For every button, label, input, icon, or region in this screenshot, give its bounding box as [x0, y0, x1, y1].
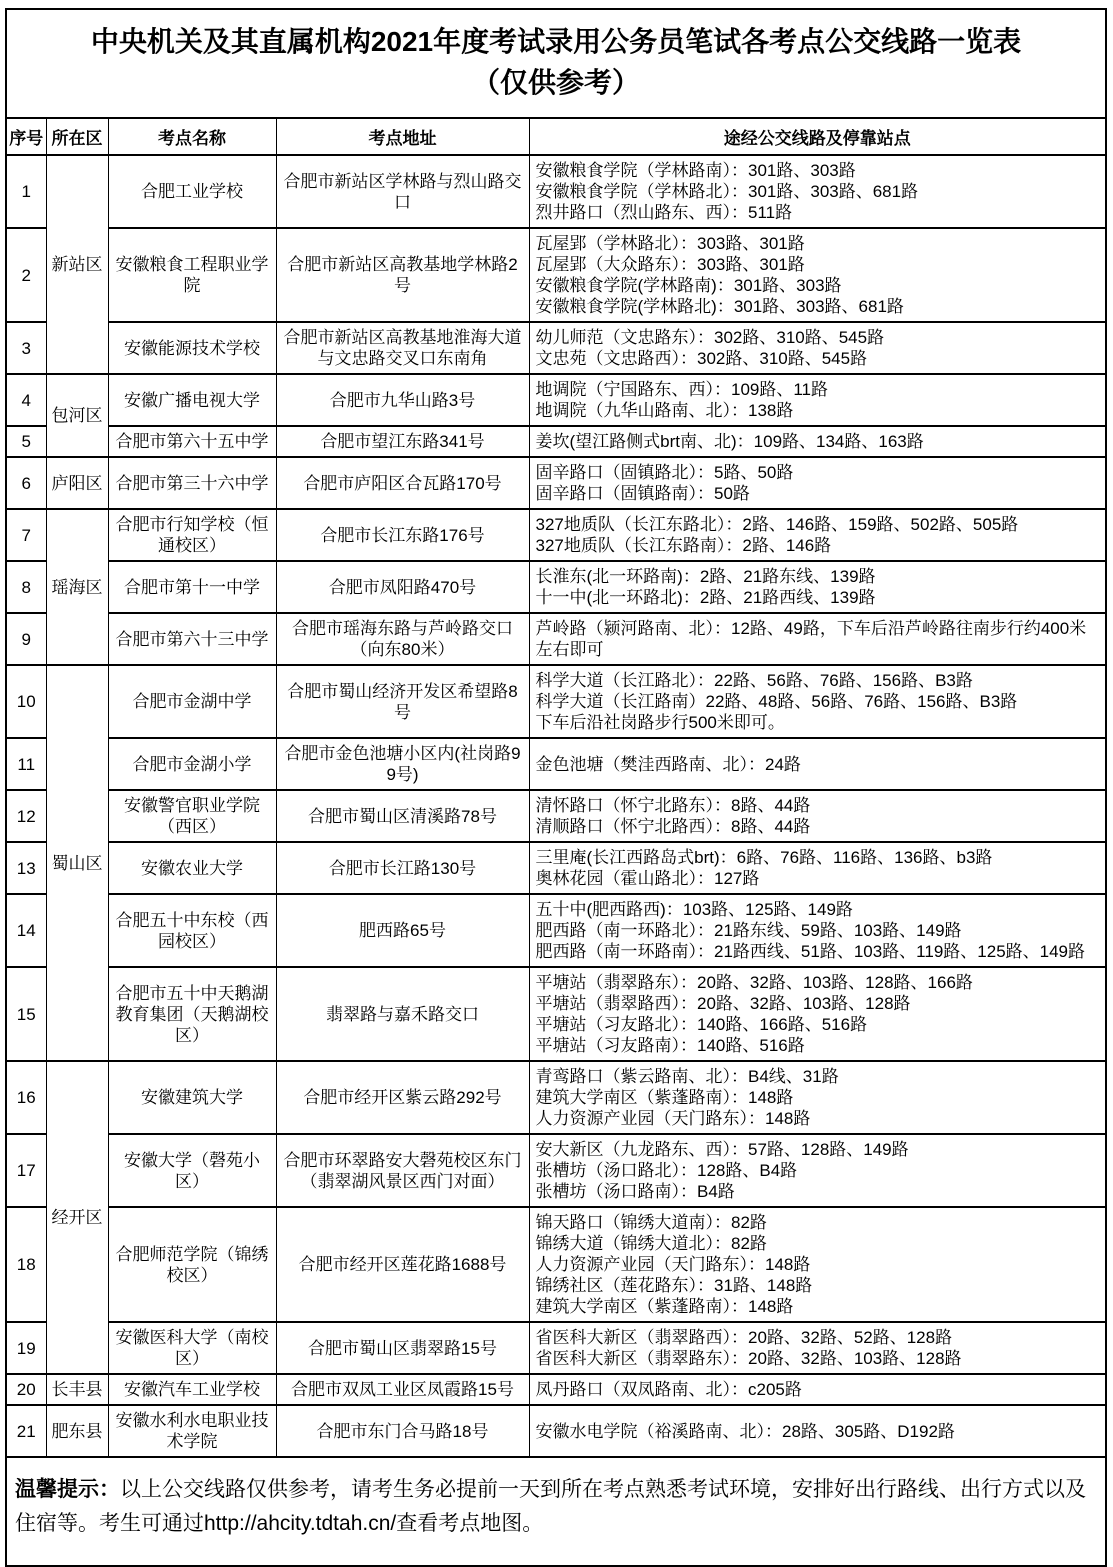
- cell-routes: [529, 509, 1106, 561]
- route-line: 奥林花园（霍山路北）：127路: [535, 869, 760, 889]
- table-row: [6, 426, 1106, 457]
- route-line: 清怀路口（怀宁北路东）：8路、44路: [535, 796, 811, 816]
- cell-routes: [529, 738, 1106, 790]
- route-line: 瓦屋郢（学林路北）：303路、301路: [535, 234, 805, 254]
- cell-index: 10: [6, 665, 46, 738]
- title-line-1: 中央机关及其直属机构2021年度考试录用公务员笔试各考点公交线路一览表: [90, 26, 1022, 57]
- route-line: 张槽坊（汤口路南）：B4路: [535, 1182, 735, 1202]
- table-row: [6, 894, 1106, 967]
- col-header-routes: 途经公交线路及停靠站点: [529, 118, 1106, 155]
- cell-site-name: 安徽能源技术学校: [108, 322, 276, 374]
- table-row: [6, 374, 1106, 426]
- cell-routes: [529, 1322, 1106, 1374]
- table-row: [6, 457, 1106, 509]
- route-line: 安徽粮食学院（学林路北）：301路、303路、681路: [535, 182, 919, 202]
- cell-site-address: 肥西路65号: [276, 894, 529, 967]
- route-line: 安徽粮食学院(学林路北)：301路、303路、681路: [535, 297, 904, 317]
- cell-site-name: 安徽汽车工业学校: [108, 1374, 276, 1405]
- cell-site-name: 合肥五十中东校（西园校区）: [108, 894, 276, 967]
- cell-index: 3: [6, 322, 46, 374]
- route-line: 安徽粮食学院（学林路南）：301路、303路: [535, 161, 856, 181]
- cell-site-name: 合肥市第三十六中学: [108, 457, 276, 509]
- cell-site-address: 合肥市凤阳路470号: [276, 561, 529, 613]
- route-line: 建筑大学南区（紫蓬路南）：148路: [535, 1297, 794, 1317]
- route-line: 平塘站（翡翠路西）：20路、32路、103路、128路: [535, 994, 911, 1014]
- table-row: [6, 1374, 1106, 1405]
- cell-site-address: 翡翠路与嘉禾路交口: [276, 967, 529, 1061]
- cell-routes: [529, 155, 1106, 228]
- route-line: 姜坎(望江路侧式brt南、北)：109路、134路、163路: [535, 432, 924, 452]
- cell-site-address: 合肥市长江东路176号: [276, 509, 529, 561]
- cell-site-name: 合肥市金湖中学: [108, 665, 276, 738]
- cell-site-address: 合肥市东门合马路18号: [276, 1405, 529, 1457]
- cell-site-name: 合肥市第六十五中学: [108, 426, 276, 457]
- cell-site-name: 合肥师范学院（锦绣校区）: [108, 1207, 276, 1322]
- table-row: [6, 1061, 1106, 1134]
- cell-routes: [529, 426, 1106, 457]
- cell-index: 15: [6, 967, 46, 1061]
- cell-site-address: 合肥市庐阳区合瓦路170号: [276, 457, 529, 509]
- cell-site-address: 合肥市长江路130号: [276, 842, 529, 894]
- cell-index: 7: [6, 509, 46, 561]
- cell-site-name: 安徽农业大学: [108, 842, 276, 894]
- col-header-district: 所在区: [46, 118, 108, 155]
- cell-site-address: 合肥市蜀山区翡翠路15号: [276, 1322, 529, 1374]
- cell-site-address: 合肥市蜀山经济开发区希望路8号: [276, 665, 529, 738]
- cell-index: 8: [6, 561, 46, 613]
- cell-index: 16: [6, 1061, 46, 1134]
- route-line: 327地质队（长江东路南）：2路、146路: [535, 536, 832, 556]
- route-line: 烈井路口（烈山路东、西）：511路: [535, 203, 793, 223]
- cell-routes: [529, 322, 1106, 374]
- cell-district: 庐阳区: [46, 457, 108, 509]
- table-row: [6, 842, 1106, 894]
- cell-routes: [529, 228, 1106, 322]
- cell-site-address: 合肥市双凤工业区凤霞路15号: [276, 1374, 529, 1405]
- cell-site-name: 安徽广播电视大学: [108, 374, 276, 426]
- route-line: 安大新区（九龙路东、西）：57路、128路、149路: [535, 1140, 909, 1160]
- route-line: 三里庵(长江西路岛式brt)：6路、76路、116路、136路、b3路: [535, 848, 993, 868]
- table-row: [6, 967, 1106, 1061]
- route-line: 人力资源产业园（天门路东）：148路: [535, 1109, 811, 1129]
- cell-routes: [529, 1207, 1106, 1322]
- route-line: 肥西路（南一环路南）：21路西线、51路、103路、119路、125路、149路: [535, 942, 1086, 962]
- route-line: 科学大道（长江路南）22路、48路、56路、76路、156路、B3路: [535, 692, 1018, 712]
- cell-site-address: 合肥市新站区高教基地学林路2号: [276, 228, 529, 322]
- route-line: 安徽粮食学院(学林路南)：301路、303路: [535, 276, 842, 296]
- col-header-index: 序号: [6, 118, 46, 155]
- cell-routes: [529, 613, 1106, 665]
- route-line: 十一中(北一环路北)：2路、21路西线、139路: [535, 588, 876, 608]
- cell-site-address: 合肥市新站区学林路与烈山路交口: [276, 155, 529, 228]
- cell-routes: [529, 842, 1106, 894]
- note-row: [6, 1457, 1106, 1566]
- cell-site-address: 合肥市望江东路341号: [276, 426, 529, 457]
- table-row: [6, 509, 1106, 561]
- cell-district: 长丰县: [46, 1374, 108, 1405]
- cell-routes: [529, 1405, 1106, 1457]
- cell-routes: [529, 1134, 1106, 1207]
- cell-district: 新站区: [46, 155, 108, 374]
- cell-site-name: 安徽警官职业学院（西区）: [108, 790, 276, 842]
- cell-routes: [529, 894, 1106, 967]
- cell-district: 包河区: [46, 374, 108, 457]
- cell-site-address: 合肥市经开区莲花路1688号: [276, 1207, 529, 1322]
- cell-site-name: 合肥市第十一中学: [108, 561, 276, 613]
- table-row: [6, 228, 1106, 322]
- cell-routes: [529, 790, 1106, 842]
- cell-index: 21: [6, 1405, 46, 1457]
- route-line: 幼儿师范（文忠路东）：302路、310路、545路: [535, 328, 885, 348]
- table-row: [6, 1322, 1106, 1374]
- route-line: 锦天路口（锦绣大道南）：82路: [535, 1213, 767, 1233]
- route-line: 长淮东(北一环路南)：2路、21路东线、139路: [535, 567, 876, 587]
- cell-site-address: 合肥市瑶海东路与芦岭路交口（向东80米）: [276, 613, 529, 665]
- route-line: 下车后沿社岗路步行500米即可。: [535, 713, 785, 733]
- cell-routes: [529, 561, 1106, 613]
- route-line: 瓦屋郢（大众路东）：303路、301路: [535, 255, 805, 275]
- route-line: 肥西路（南一环路北）：21路东线、59路、103路、149路: [535, 921, 962, 941]
- cell-index: 18: [6, 1207, 46, 1322]
- cell-index: 5: [6, 426, 46, 457]
- route-line: 文忠苑（文忠路西）：302路、310路、545路: [535, 349, 868, 369]
- cell-routes: [529, 1374, 1106, 1405]
- route-line: 锦绣大道（锦绣大道北）：82路: [535, 1234, 767, 1254]
- cell-site-address: 合肥市环翠路安大磬苑校区东门（翡翠湖风景区西门对面）: [276, 1134, 529, 1207]
- route-line: 地调院（宁国路东、西）：109路、11路: [535, 380, 829, 400]
- route-line: 凤丹路口（双凤路南、北）：c205路: [535, 1380, 802, 1400]
- route-line: 五十中(肥西路西)：103路、125路、149路: [535, 900, 853, 920]
- route-line: 安徽水电学院（裕溪路南、北）：28路、305路、D192路: [535, 1421, 955, 1441]
- header-row: [6, 118, 1106, 155]
- cell-site-name: 合肥市第六十三中学: [108, 613, 276, 665]
- note-text: 以上公交线路仅供参考，请考生务必提前一天到所在考点熟悉考试环境，安排好出行路线、出行方式以及住宿等。考生可通过http://ahcity.tdtah.cn/查看考点地图。: [15, 1478, 1086, 1536]
- cell-site-name: 合肥市行知学校（恒通校区）: [108, 509, 276, 561]
- cell-index: 19: [6, 1322, 46, 1374]
- cell-index: 4: [6, 374, 46, 426]
- route-line: 平塘站（习友路北）：140路、166路、516路: [535, 1015, 868, 1035]
- cell-index: 13: [6, 842, 46, 894]
- cell-site-address: 合肥市金色池塘小区内(社岗路99号): [276, 738, 529, 790]
- route-line: 省医科大新区（翡翠路西）：20路、32路、52路、128路: [535, 1328, 953, 1348]
- cell-district: 蜀山区: [46, 665, 108, 1061]
- cell-site-name: 安徽大学（磬苑小区）: [108, 1134, 276, 1207]
- route-line: 人力资源产业园（天门路东）：148路: [535, 1255, 811, 1275]
- table-row: [6, 613, 1106, 665]
- title-row: [6, 9, 1106, 118]
- route-line: 芦岭路（颍河路南、北）：12路、49路，下车后沿芦岭路往南步行约400米左右即可: [535, 619, 1087, 660]
- cell-routes: [529, 665, 1106, 738]
- table-row: [6, 1134, 1106, 1207]
- route-line: 科学大道（长江路北）：22路、56路、76路、156路、B3路: [535, 671, 973, 691]
- cell-routes: [529, 457, 1106, 509]
- table-title: [6, 9, 1106, 118]
- table-row: [6, 665, 1106, 738]
- route-line: 金色池塘（樊洼西路南、北）：24路: [535, 754, 801, 774]
- cell-index: 17: [6, 1134, 46, 1207]
- cell-site-name: 安徽水利水电职业技术学院: [108, 1405, 276, 1457]
- cell-site-address: 合肥市九华山路3号: [276, 374, 529, 426]
- cell-site-name: 合肥市五十中天鹅湖教育集团（天鹅湖校区）: [108, 967, 276, 1061]
- cell-district: 瑶海区: [46, 509, 108, 665]
- cell-site-name: 安徽建筑大学: [108, 1061, 276, 1134]
- cell-district: 经开区: [46, 1061, 108, 1374]
- bus-routes-table: [5, 8, 1107, 1567]
- cell-index: 2: [6, 228, 46, 322]
- route-line: 省医科大新区（翡翠路东）：20路、32路、103路、128路: [535, 1349, 962, 1369]
- route-line: 地调院（九华山路南、北）：138路: [535, 401, 794, 421]
- title-line-2: （仅供参考）: [471, 66, 640, 98]
- cell-site-name: 安徽医科大学（南校区）: [108, 1322, 276, 1374]
- table-row: [6, 155, 1106, 228]
- route-line: 固辛路口（固镇路北）：5路、50路: [535, 463, 794, 483]
- route-line: 平塘站（习友路南）：140路、516路: [535, 1036, 805, 1056]
- cell-site-address: 合肥市蜀山区清溪路78号: [276, 790, 529, 842]
- route-line: 平塘站（翡翠路东）：20路、32路、103路、128路、166路: [535, 973, 973, 993]
- route-line: 固辛路口（固镇路南）：50路: [535, 484, 750, 504]
- cell-routes: [529, 374, 1106, 426]
- col-header-site-name: 考点名称: [108, 118, 276, 155]
- route-line: 张槽坊（汤口路北）：128路、B4路: [535, 1161, 798, 1181]
- table-row: [6, 1405, 1106, 1457]
- cell-routes: [529, 967, 1106, 1061]
- cell-site-name: 合肥工业学校: [108, 155, 276, 228]
- col-header-site-address: 考点地址: [276, 118, 529, 155]
- table-row: [6, 322, 1106, 374]
- note-label: 温馨提示：: [15, 1478, 120, 1502]
- cell-index: 9: [6, 613, 46, 665]
- cell-index: 6: [6, 457, 46, 509]
- cell-site-address: 合肥市新站区高教基地淮海大道与文忠路交叉口东南角: [276, 322, 529, 374]
- route-line: 清顺路口（怀宁北路西）：8路、44路: [535, 817, 811, 837]
- table-row: [6, 1207, 1106, 1322]
- note: [6, 1457, 1106, 1566]
- cell-site-name: 安徽粮食工程职业学院: [108, 228, 276, 322]
- cell-index: 11: [6, 738, 46, 790]
- cell-site-address: 合肥市经开区紫云路292号: [276, 1061, 529, 1134]
- cell-index: 12: [6, 790, 46, 842]
- cell-routes: [529, 1061, 1106, 1134]
- route-line: 建筑大学南区（紫蓬路南）：148路: [535, 1088, 794, 1108]
- cell-index: 20: [6, 1374, 46, 1405]
- route-line: 青鸾路口（紫云路南、北）：B4线、31路: [535, 1067, 839, 1087]
- table-row: [6, 790, 1106, 842]
- route-line: 327地质队（长江东路北）：2路、146路、159路、502路、505路: [535, 515, 1019, 535]
- cell-index: 1: [6, 155, 46, 228]
- route-line: 锦绣社区（莲花路东）：31路、148路: [535, 1276, 813, 1296]
- table-row: [6, 561, 1106, 613]
- table-row: [6, 738, 1106, 790]
- cell-district: 肥东县: [46, 1405, 108, 1457]
- cell-index: 14: [6, 894, 46, 967]
- cell-site-name: 合肥市金湖小学: [108, 738, 276, 790]
